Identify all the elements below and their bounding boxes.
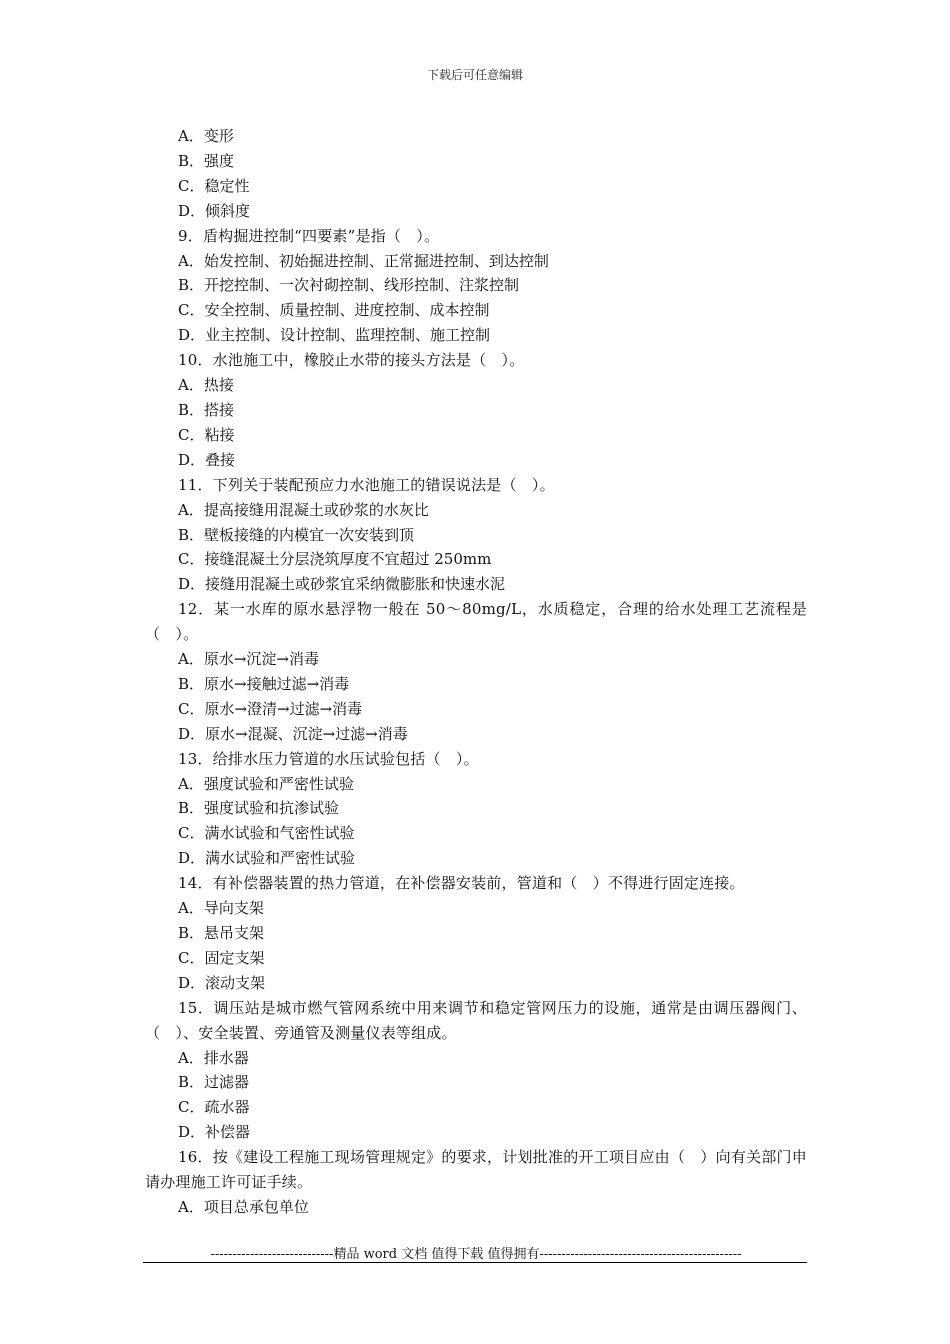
option-line: C．原水→澄清→过滤→消毒 [178,699,363,718]
option-line: A．排水器 [178,1048,249,1067]
option-line: B．原水→接触过滤→消毒 [178,674,350,693]
document-body [145,124,807,1220]
option-line: B．过滤器 [178,1073,250,1092]
option-line: B．强度试验和抗渗试验 [178,799,340,818]
option-line: C．接缝混凝土分层浇筑厚度不宜超过 250mm [178,550,492,569]
option-line: D．业主控制、设计控制、监理控制、施工控制 [178,326,491,345]
option-line: B．强度 [178,151,235,170]
option-line: D．倾斜度 [178,201,251,220]
page-header-note: 下载后可任意编辑 [426,68,523,82]
footer-rule [143,1262,807,1263]
option-line: A．原水→沉淀→消毒 [178,650,319,669]
option-line: D．补偿器 [178,1123,251,1142]
option-line: D．原水→混凝、沉淀→过滤→消毒 [178,724,408,743]
question-line: 13．给排水压力管道的水压试验包括（ ）。 [178,749,479,768]
question-line: 16．按《建设工程施工现场管理规定》的要求，计划批准的开工项目应由（ ）向有关部门申请办理施工许可证手续。 [145,1148,807,1192]
option-line: A．项目总承包单位 [178,1197,309,1216]
option-line: B．搭接 [178,400,235,419]
question-line: 15．调压站是城市燃气管网系统中用来调节和稳定管网压力的设施，通常是由调压器阀门、（ ）、安全装置、旁通管及测量仪表等组成。 [145,998,807,1042]
question-line: 14．有补偿器装置的热力管道，在补偿器安装前，管道和（ ）不得进行固定连接。 [178,874,745,893]
option-line: D．接缝用混凝土或砂浆宜采纳微膨胀和快速水泥 [178,575,506,594]
question-line: 10．水池施工中，橡胶止水带的接头方法是（ ）。 [178,351,525,370]
question-line: 9．盾构掘进控制“四要素”是指（ ）。 [178,226,440,245]
question-line: 12．某一水库的原水悬浮物一般在 50～80mg/L，水质稳定，合理的给水处理工艺流程是（ ）。 [145,600,807,644]
option-line: B．开挖控制、一次衬砌控制、线形控制、注浆控制 [178,276,520,295]
footer-text: ----------------------------精品 word 文档 值得下载 值得拥有---------------------------------------------- [210,1247,742,1262]
option-line: D．叠接 [178,450,236,469]
option-line: A．导向支架 [178,899,264,918]
option-line: C．安全控制、质量控制、进度控制、成本控制 [178,301,490,320]
option-line: A．热接 [178,376,234,395]
option-line: A．强度试验和严密性试验 [178,774,354,793]
option-line: C．疏水器 [178,1098,250,1117]
option-line: D．滚动支架 [178,973,266,992]
option-line: B．壁板接缝的内模宜一次安装到顶 [178,525,415,544]
option-line: D．满水试验和严密性试验 [178,849,356,868]
option-line: C．粘接 [178,425,235,444]
option-line: A．变形 [178,127,234,145]
option-line: B．悬吊支架 [178,924,265,942]
option-line: C．稳定性 [178,176,250,195]
option-line: A．始发控制、初始掘进控制、正常掘进控制、到达控制 [178,251,549,270]
option-line: C．满水试验和气密性试验 [178,824,355,843]
option-line: C．固定支架 [178,948,265,967]
question-line: 11．下列关于装配预应力水池施工的错误说法是（ ）。 [178,475,555,494]
option-line: A．提高接缝用混凝土或砂浆的水灰比 [178,500,429,519]
